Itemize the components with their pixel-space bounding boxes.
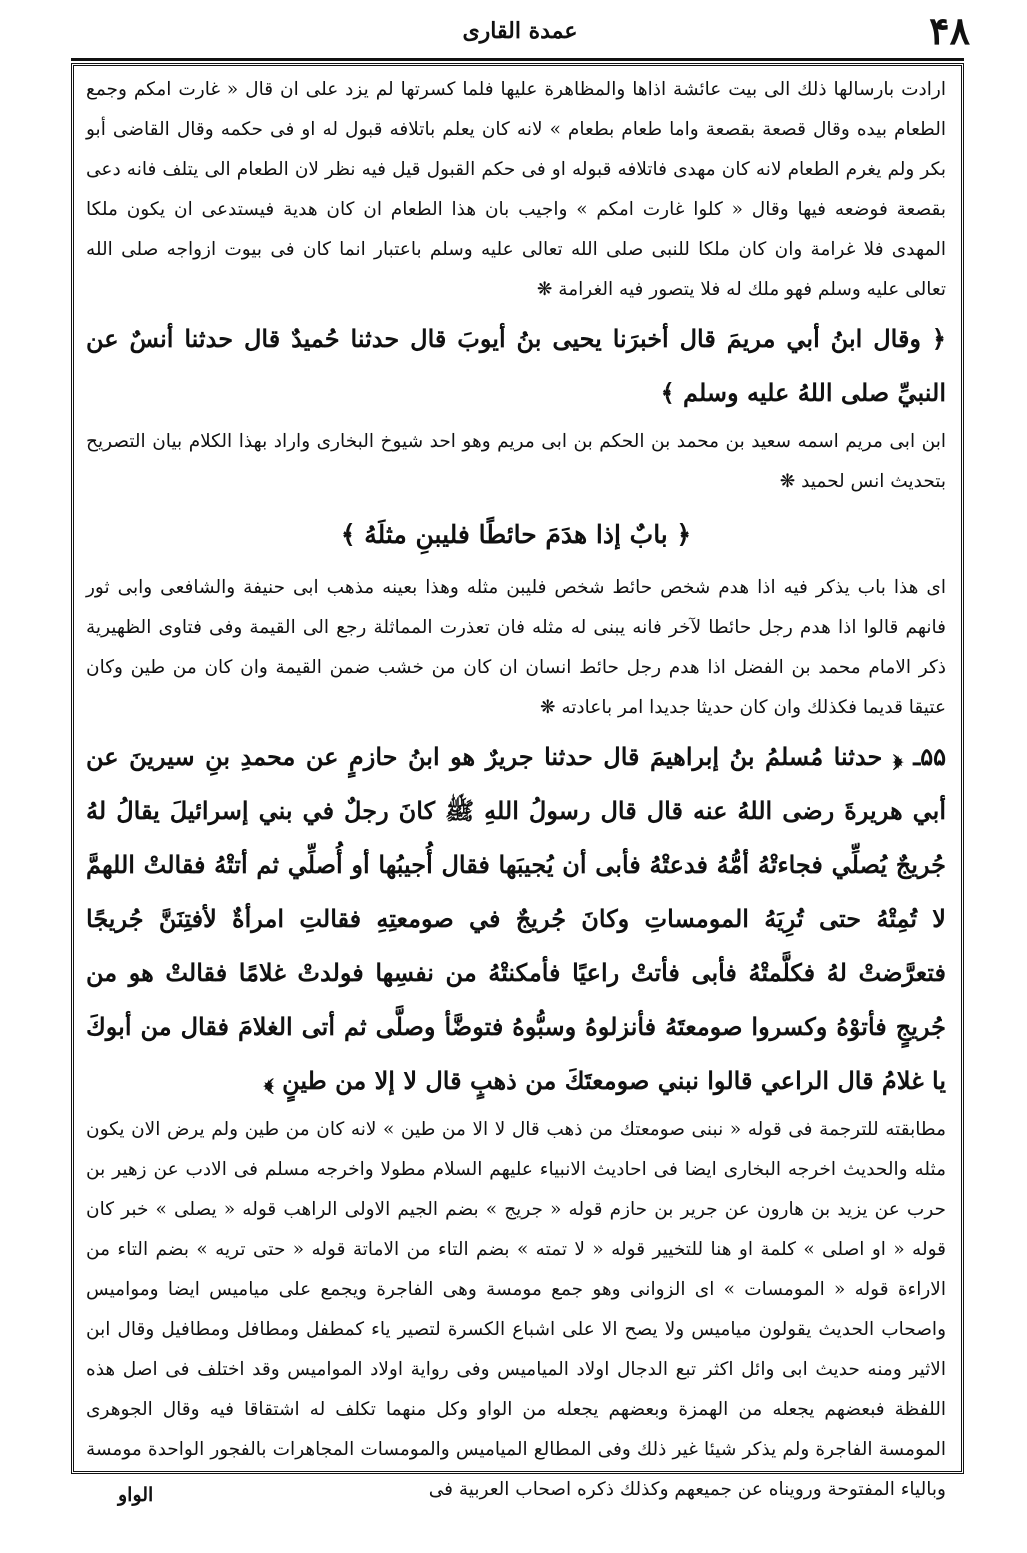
commentary-paragraph: مطابقته للترجمة فى قوله « نبنى صومعتك من ذهب قال لا الا من طين » لانه كان من طين ولم يرض الان يكون مثله والحديث اخرجه البخارى ايضا فى احاديث الانبياء عليهم السلام مطولا واخرجه مسلم فى الادب عن زهير بن حرب عن يزيد بن هارون عن جرير بن حازم قوله « جريج » بضم الجيم الاولى الراهب قوله « يصلى » خبر كان قوله « او اصلى » كلمة او هنا للتخيير قوله « لا تمته » بضم التاء من الاماتة قوله « حتى تريه » بضم التاء من الاراءة قوله « المومسات » اى الزوانى وهو جمع مومسة وهى الفاجرة ويجمع على مياميس ايضا ومواميس واصحاب الحديث يقولون مياميس ولا يصح الا على اشباع الكسرة لتصير ياء كمطفل ومطافل ومطافيل وقال ابن الاثير ومنه حديث ابى وائل اكثر تبع الدجال اولاد المياميس وفى رواية اولاد المواميس وقد اختلف فى اصل هذه اللفظة فبعضهم يجعله من الهمزة وبعضهم يجعله من الواو وكل منهما تكلف له اشتقاقا فيه وقال الجوهرى المومسة الفاجرة ولم يذكر شيئا غير ذلك وفى المطالع المياميس والمومسات المجاهرات بالفجور الواحدة مومسة وبالياء المفتوحة ورويناه عن جميعهم وكذلك ذكره اصحاب العربية فى [86, 1119, 946, 1500]
chapter-heading: ﴿ بابٌ إذا هدَمَ حائطًا فليبنِ مثلَهُ ﴾ [340, 520, 692, 549]
main-text [86, 70, 947, 1500]
hadith-text [86, 730, 946, 1108]
page-number: ۴۸ [929, 8, 970, 53]
commentary-paragraph: ارادت بارسالها ذلك الى بيت عائشة اذاها والمظاهرة عليها فلما كسرتها لم يزد على ان قال « غارت امكم وجمع الطعام بيده وقال قصعة بقصعة واما طعام بطعام » لانه كان يعلم باتلافه قبول له او فى حكمه وقال القاضى أبو بكر ولم يغرم الطعام لانه كان مهدى فاتلافه قبوله او فى حكم القبول قيل فيه نظر لان الطعام الى يتلف فانه دعى بقصعة فوضعه فيها وقال « كلوا غارت امكم » واجيب بان هذا الطعام ان كان هدية فيستدعى ان يكون ملكا المهدى فلا غرامة وان كان ملكا للنبى صلى الله تعالى عليه وسلم باعتبار انما كان فى بيوت ازواجه صلى الله تعالى عليه وسلم فهو ملك له فلا يتصور فيه الغرامة ❋ [86, 79, 946, 300]
running-title: عمدة القاری [462, 18, 578, 44]
header-rule [71, 58, 964, 61]
hadith-text: ﴿ وقال ابنُ أبي مريمَ قال أخبرَنا يحيى بنُ أيوبَ قال حدثنا حُميدٌ قال حدثنا أنسٌ عن النبيِّ صلى اللهُ عليه وسلم ﴾ [86, 324, 946, 407]
hadith-number: ۵۵ـ [913, 742, 946, 771]
hadith-body: ﴿ حدثنا مُسلمُ بنُ إبراهيمَ قال حدثنا جريرٌ هو ابنُ حازمٍ عن محمدِ بنِ سيرينَ عن أبي هريرةَ رضى اللهُ عنه قال قال رسولُ اللهِ ﷺ كانَ رجلٌ في بني إسرائيلَ يقالُ لهُ جُريجٌ يُصلِّي فجاءتْهُ أمُّهُ فدعتْهُ فأبى أن يُجيبَها فقال أُجيبُها أو أُصلِّي ثم أتتْهُ فقالتْ اللهمَّ لا تُمِتْهُ حتى تُرِيَهُ المومساتِ وكانَ جُريجٌ في صومعتِهِ فقالتِ امرأةٌ لأفتِنَنَّ جُريجًا فتعرَّضتْ لهُ فكلَّمتْهُ فأبى فأتتْ راعيًا فأمكنتْهُ من نفسِها فولدتْ غلامًا فقالتْ هو من جُريجٍ فأتوْهُ وكسروا صومعتَهُ فأنزلوهُ وسبُّوهُ فتوضَّأ وصلَّى ثم أتى الغلامَ فقال من أبوكَ يا غلامُ قال الراعي قالوا نبني صومعتَكَ من ذهبٍ قال لا إلا من طينٍ ﴾ [86, 742, 947, 1095]
commentary-paragraph: ابن ابى مريم اسمه سعيد بن محمد بن الحكم بن ابى مريم وهو احد شيوخ البخارى واراد بهذا الكلام بيان التصريح بتحديث انس لحميد ❋ [86, 431, 946, 492]
commentary-paragraph: اى هذا باب يذكر فيه اذا هدم شخص حائط شخص فليبن مثله وهذا بعينه مذهب ابى حنيفة والشافعى وابى ثور فانهم قالوا اذا هدم رجل حائطا لآخر فانه يبنى له مثله فان تعذرت المماثلة رجع الى القيمة وفى فتاوى الظهيرية ذكر الامام محمد بن الفضل اذا هدم رجل حائط انسان ان كان من خشب ضمن القيمة وان كان من طين وكان عتيقا قديما فكذلك وان كان حديثا جديدا امر باعادته ❋ [86, 577, 946, 718]
catchword: الواو [118, 1484, 154, 1506]
page-header [70, 8, 970, 54]
